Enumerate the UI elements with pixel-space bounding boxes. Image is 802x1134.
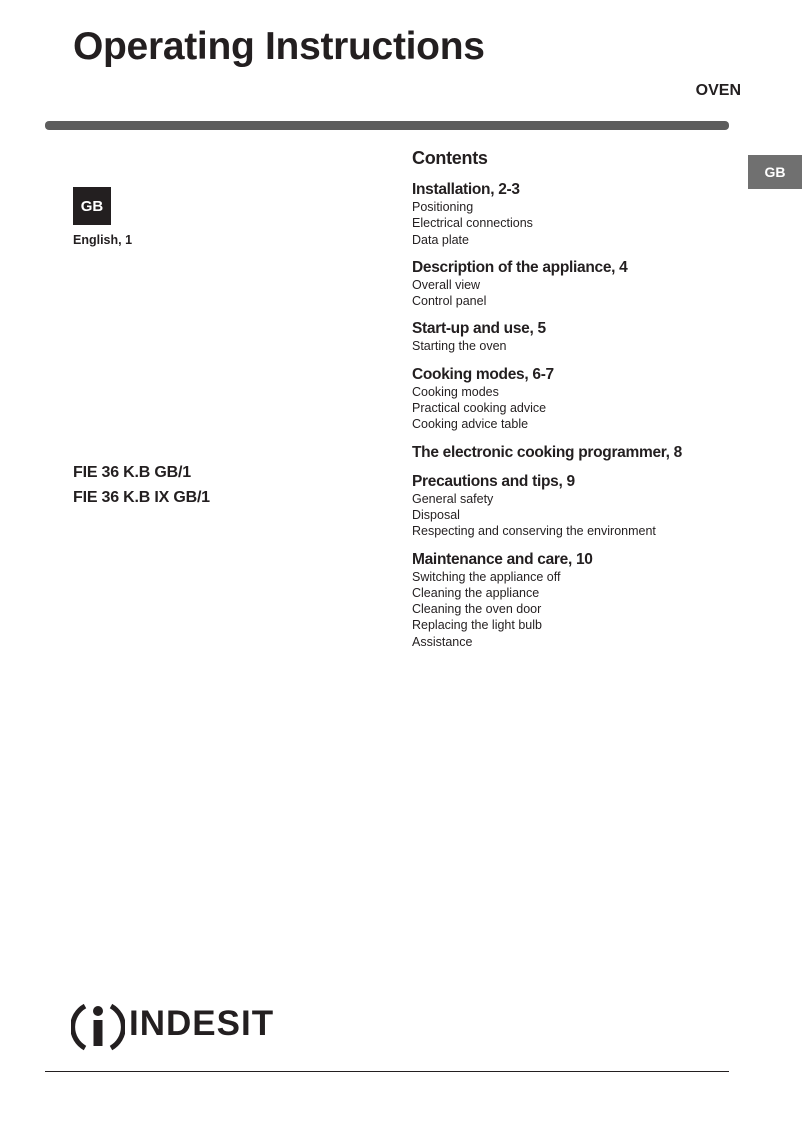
toc-section-title[interactable]: Start-up and use, 5 [412, 320, 546, 338]
model-number: FIE 36 K.B GB/1 [73, 464, 191, 481]
toc-item[interactable]: Replacing the light bulb [412, 618, 542, 633]
toc-item[interactable]: Data plate [412, 232, 469, 247]
toc-item[interactable]: General safety [412, 491, 494, 506]
toc-item[interactable]: Disposal [412, 507, 460, 522]
toc-item[interactable]: Starting the oven [412, 339, 507, 354]
table-of-contents [412, 148, 742, 661]
toc-section-title[interactable]: The electronic cooking programmer, 8 [412, 443, 683, 461]
contents-heading: Contents [412, 148, 488, 168]
toc-section [412, 551, 742, 650]
toc-section [412, 366, 742, 433]
brand-wordmark: INDESIT [129, 1004, 275, 1043]
language-link-english[interactable]: English, 1 [73, 233, 133, 247]
toc-item[interactable]: Assistance [412, 634, 473, 649]
info-circle-logo-icon [71, 998, 125, 1056]
toc-item[interactable]: Cooking modes [412, 384, 499, 399]
toc-section [412, 181, 742, 248]
toc-item[interactable]: Positioning [412, 200, 474, 214]
product-type-label: OVEN [695, 82, 741, 99]
brand-logo [71, 998, 275, 1056]
model-number: FIE 36 K.B IX GB/1 [73, 489, 210, 506]
toc-item[interactable]: Control panel [412, 294, 487, 309]
model-list [73, 460, 210, 510]
toc-item[interactable]: Electrical connections [412, 216, 533, 231]
toc-section [412, 444, 742, 462]
language-badge: GB [73, 187, 111, 225]
toc-item[interactable]: Cleaning the oven door [412, 602, 542, 617]
toc-section-title[interactable]: Description of the appliance, 4 [412, 258, 628, 276]
footer-divider [45, 1071, 729, 1072]
toc-item[interactable]: Practical cooking advice [412, 401, 547, 416]
language-side-tab[interactable]: GB [748, 155, 802, 189]
toc-sections [412, 181, 742, 650]
toc-section-title[interactable]: Installation, 2-3 [412, 181, 520, 198]
page-title: Operating Instructions [73, 25, 485, 68]
toc-item[interactable]: Switching the appliance off [412, 569, 561, 584]
toc-section [412, 259, 742, 310]
toc-section-title[interactable]: Precautions and tips, 9 [412, 472, 575, 490]
toc-section-title[interactable]: Cooking modes, 6-7 [412, 365, 554, 383]
toc-item[interactable]: Overall view [412, 277, 481, 292]
toc-section [412, 473, 742, 540]
toc-item[interactable]: Respecting and conserving the environment [412, 524, 656, 539]
toc-section-title[interactable]: Maintenance and care, 10 [412, 550, 593, 568]
toc-section [412, 320, 742, 354]
toc-item[interactable]: Cooking advice table [412, 417, 529, 432]
toc-item[interactable]: Cleaning the appliance [412, 585, 540, 600]
header-divider [45, 121, 729, 130]
